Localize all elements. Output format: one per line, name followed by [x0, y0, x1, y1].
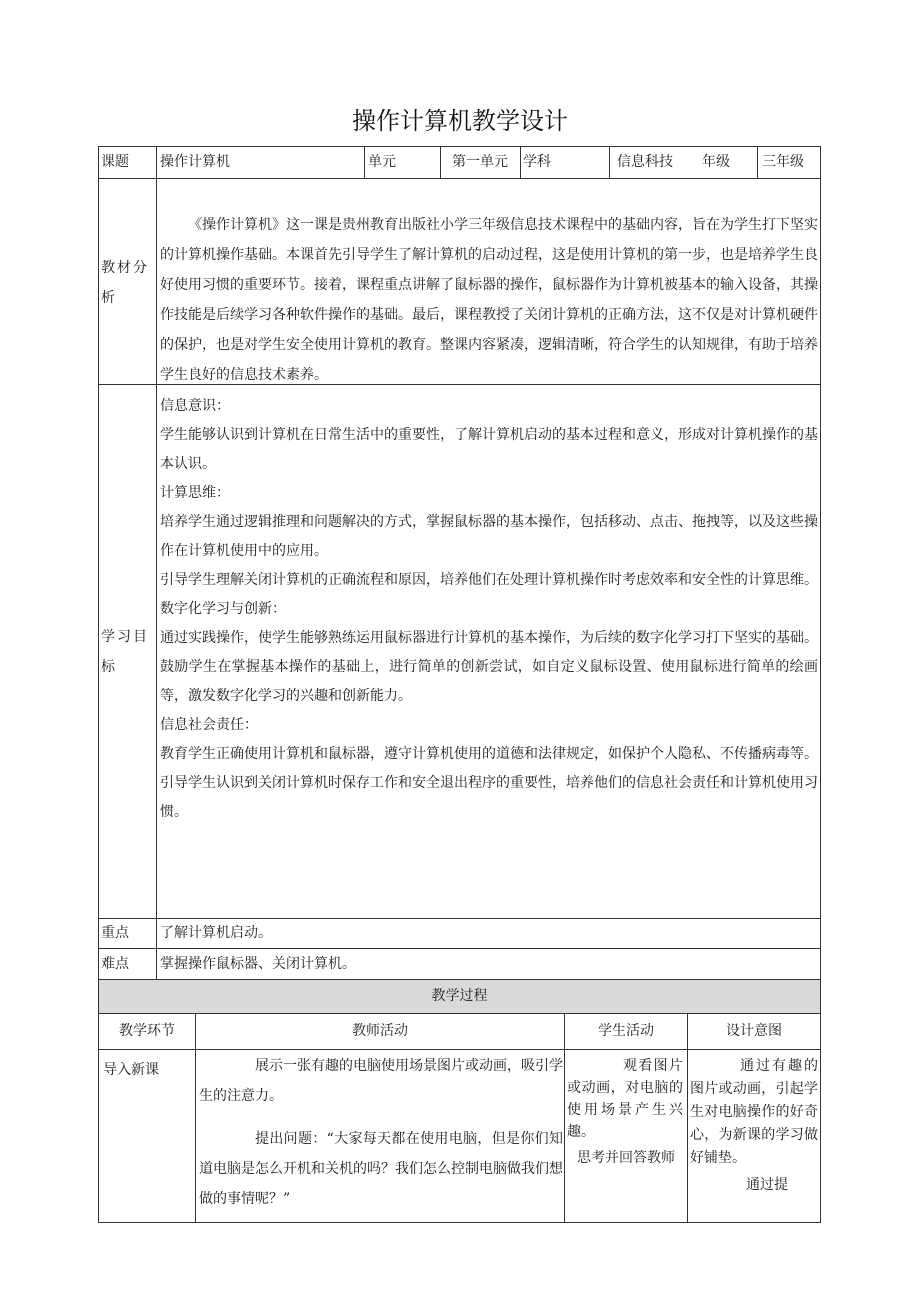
row-divider — [98, 979, 821, 980]
objective-text: 培养学生通过逻辑推理和问题解决的方式，掌握鼠标器的基本操作，包括移动、点击、拖拽等，以及这些操作在计算机使用中的应用。 — [160, 514, 818, 559]
topic-label: 课题 — [101, 154, 129, 170]
design-intent-text: 通过提 — [746, 1177, 788, 1193]
teacher-activity — [199, 1051, 563, 1214]
subject-value: 信息科技 — [617, 154, 673, 170]
info-column-divider — [757, 146, 758, 178]
unit-value: 第一单元 — [452, 154, 508, 170]
objective-text: 通过实践操作，使学生能够熟练运用鼠标器进行计算机的基本操作，为后续的数字化学习打下坚实的基础。 — [160, 630, 818, 646]
row-divider — [98, 1013, 821, 1014]
stage-name: 导入新课 — [103, 1062, 159, 1078]
student-activity-text: 思考并回答教师 — [577, 1150, 675, 1166]
grade-label: 年级 — [702, 154, 730, 170]
objective-text: 学生能够认识到计算机在日常生活中的重要性，了解计算机启动的基本过程和意义，形成对计算机操作的基本认识。 — [160, 427, 818, 472]
row-divider — [98, 1049, 821, 1050]
row-divider — [98, 178, 821, 179]
info-column-divider — [364, 146, 365, 178]
key-point-label: 重点 — [101, 925, 129, 941]
teacher-activity-text: 提出问题：“大家每天都在使用电脑，但是你们知道电脑是怎么开机和关机的吗？我们怎么控制电脑做我们想做的事情呢？” — [199, 1131, 563, 1207]
info-column-divider — [520, 146, 521, 178]
unit-label: 单元 — [368, 154, 396, 170]
objective-text: 鼓励学生在掌握基本操作的基础上，进行简单的创新尝试，如自定义鼠标设置、使用鼠标进行简单的绘画等，激发数字化学习的兴趣和创新能力。 — [160, 659, 818, 704]
column-header-teacher: 教师活动 — [352, 1023, 408, 1039]
document-title: 操作计算机教学设计 — [352, 107, 568, 135]
label-column-divider — [156, 146, 157, 979]
objective-text: 引导学生认识到关闭计算机时保存工作和安全退出程序的重要性，培养他们的信息社会责任和计算机使用习惯。 — [160, 775, 818, 820]
difficulty-text: 掌握操作鼠标器、关闭计算机。 — [160, 956, 356, 972]
objectives-label: 学习目标 — [101, 629, 147, 675]
column-header-student: 学生活动 — [598, 1023, 654, 1039]
objective-heading: 信息社会责任： — [160, 717, 258, 733]
column-header-intent: 设计意图 — [726, 1023, 782, 1039]
column-header-stage: 教学环节 — [119, 1023, 175, 1039]
design-intent-text: 通过有趣的图片或动画，引起学生对电脑操作的好奇心，为新课的学习做好铺垫。 — [690, 1058, 818, 1166]
design-intent — [690, 1051, 818, 1197]
grade-value: 三年级 — [762, 154, 804, 170]
analysis-label: 教材分析 — [101, 260, 147, 306]
objectives-content — [160, 392, 818, 827]
difficulty-label: 难点 — [101, 956, 129, 972]
objective-heading: 计算思维： — [160, 485, 230, 501]
info-column-divider — [440, 146, 441, 178]
student-activity-text: 观看图片或动画，对电脑的使用场景产生兴趣。 — [567, 1058, 683, 1140]
process-header: 教学过程 — [431, 988, 488, 1004]
teacher-activity-text: 展示一张有趣的电脑使用场景图片或动画，吸引学生的注意力。 — [199, 1058, 563, 1104]
info-column-divider — [609, 146, 610, 178]
objective-text: 教育学生正确使用计算机和鼠标器，遵守计算机使用的道德和法律规定，如保护个人隐私、不传播病毒等。 — [160, 746, 818, 762]
objective-heading: 信息意识： — [160, 398, 230, 414]
analysis-text: 《操作计算机》这一课是贵州教育出版社小学三年级信息技术课程中的基础内容，旨在为学生打下坚实的计算机操作基础。本课首先引导学生了解计算机的启动过程，这是使用计算机的第一步，也是培养学生良好使用习惯的重要环节。接着，课程重点讲解了鼠标器的操作，鼠标器作为计算机被基本的输入设备，其操作技能是后续学习各种软件操作的基础。最后，课程教授了关闭计算机的正确方法，这不仅是对计算机硬件的保护，也是对学生安全使用计算机的教育。整课内容紧凑，逻辑清晰，符合学生的认知规律，有助于培养学生良好的信息技术素养。 — [160, 217, 818, 383]
subject-label: 学科 — [523, 154, 551, 170]
objective-text: 引导学生理解关闭计算机的正确流程和原因，培养他们在处理计算机操作时考虑效率和安全性的计算思维。 — [160, 572, 818, 588]
key-point-text: 了解计算机启动。 — [160, 925, 272, 941]
topic-value: 操作计算机 — [160, 154, 230, 170]
objective-heading: 数字化学习与创新： — [160, 601, 286, 617]
student-activity — [567, 1051, 683, 1169]
